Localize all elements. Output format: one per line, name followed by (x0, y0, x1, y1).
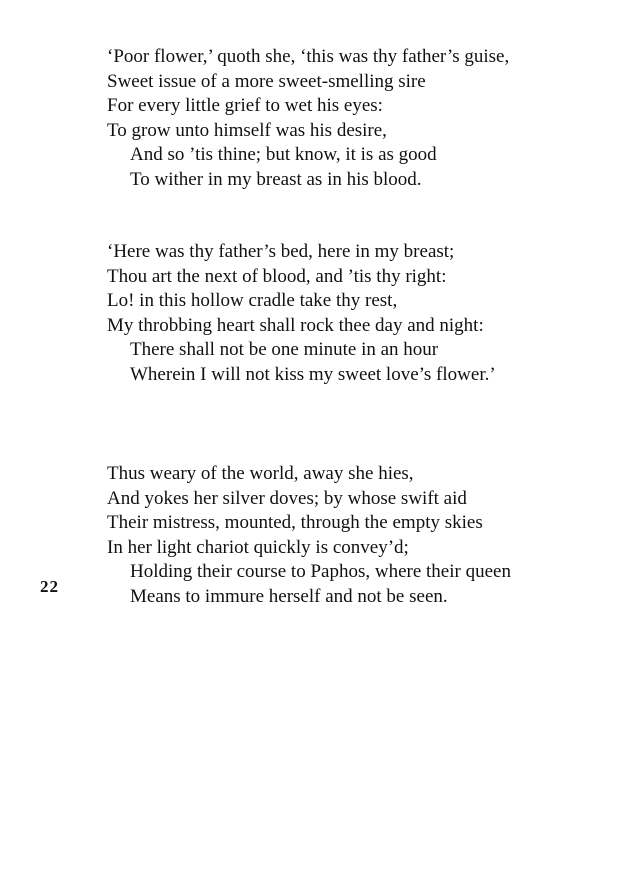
poem-line: Lo! in this hollow cradle take thy rest, (107, 290, 398, 311)
poem-line-indented: Means to immure herself and not be seen. (130, 585, 448, 607)
stanza-1 (107, 45, 607, 192)
poem-line: To grow unto himself was his desire, (107, 119, 387, 141)
poem-line: ‘Poor flower,’ quoth she, ‘this was thy father’s guise, (107, 46, 510, 67)
poem-line-indented: There shall not be one minute in an hour (130, 339, 439, 360)
poem-line-indented: And so ’tis thine; but know, it is as good (130, 144, 437, 165)
stanza-2 (107, 240, 607, 387)
poem-line: And yokes her silver doves; by whose swift aid (107, 487, 467, 509)
poem-line: My throbbing heart shall rock thee day and night: (107, 314, 484, 336)
poem-line: Sweet issue of a more sweet-smelling sire (107, 70, 426, 92)
poem-line-indented: Holding their course to Paphos, where their queen (130, 561, 511, 582)
poem-line-indented: To wither in my breast as in his blood. (130, 168, 422, 190)
poem-line: Thus weary of the world, away she hies, (107, 463, 414, 484)
page-number: 22 (40, 577, 59, 596)
poem-line: Thou art the next of blood, and ’tis thy right: (107, 265, 447, 287)
poem-line: For every little grief to wet his eyes: (107, 95, 383, 116)
poem-line: ‘Here was thy father’s bed, here in my breast; (107, 241, 455, 262)
poem-line: Their mistress, mounted, through the empty skies (107, 512, 483, 533)
poem-line-indented: Wherein I will not kiss my sweet love’s flower.’ (130, 363, 496, 385)
poem-line: In her light chariot quickly is convey’d; (107, 536, 409, 558)
stanza-3 (107, 462, 607, 609)
